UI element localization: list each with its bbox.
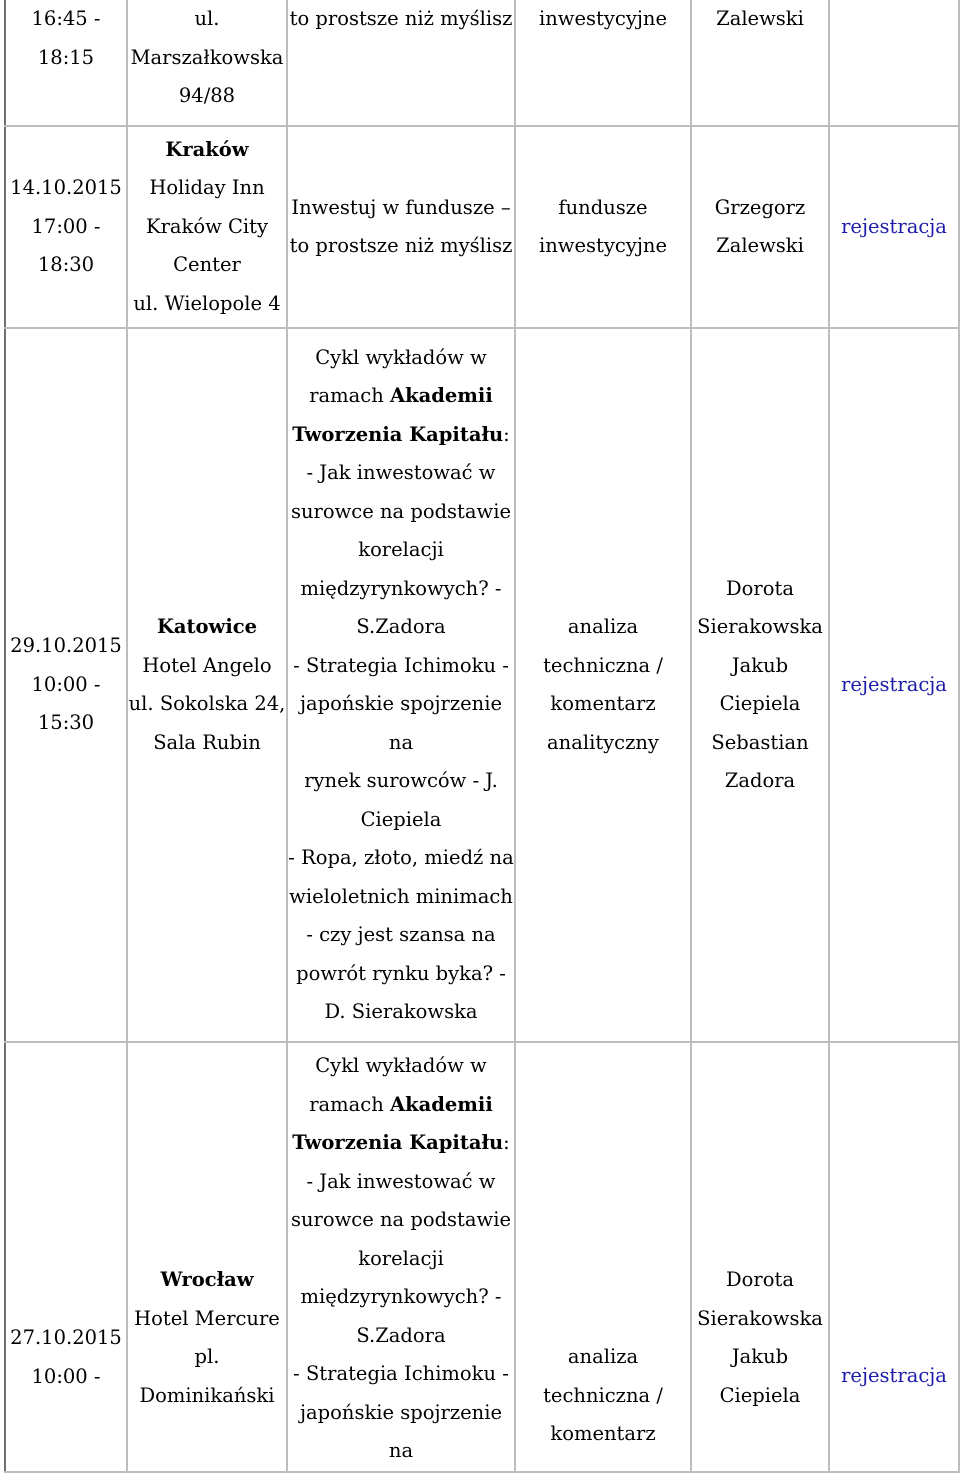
category-cell — [515, 328, 691, 1042]
category-cell — [515, 0, 691, 126]
category-line: komentarz — [550, 1422, 656, 1445]
place-line: Hotel Angelo — [142, 653, 272, 677]
category-line: techniczna / — [543, 653, 663, 677]
table-row — [5, 1042, 959, 1472]
table-row — [5, 126, 959, 328]
title-line: - czy jest szansa na — [306, 923, 496, 946]
academy-name-a: Akademii — [389, 384, 493, 407]
speaker-line: Dorota — [726, 576, 794, 600]
place-line: pl. — [194, 1345, 220, 1368]
place-cell — [127, 0, 287, 126]
title-line: D. Sierakowska — [324, 1000, 478, 1023]
date-cell — [5, 328, 127, 1042]
speaker-line: Zalewski — [716, 234, 804, 257]
title-intro-text: ramach — [309, 384, 390, 407]
events-table — [4, 0, 960, 1473]
speaker-line: Jakub — [731, 1345, 789, 1368]
category-line: inwestycyjne — [539, 7, 667, 30]
time-line: 15:30 — [37, 711, 95, 735]
speaker-line: Dorota — [726, 1268, 794, 1291]
title-line: korelacji — [358, 538, 444, 561]
category-line: komentarz — [550, 692, 656, 715]
category-line: analiza — [567, 1345, 639, 1368]
date-cell — [5, 1042, 127, 1472]
category-line: fundusze — [558, 195, 648, 219]
speaker-cell — [691, 328, 829, 1042]
title-intro-text: ramach — [309, 1092, 390, 1116]
speaker-line: Grzegorz — [714, 195, 806, 219]
academy-name-b: Tworzenia Kapitału — [292, 1131, 504, 1154]
time-line: 10:00 - — [31, 672, 101, 696]
title-intro-line: Cykl wykładów w — [315, 1054, 487, 1077]
title-line: S.Zadora — [356, 1323, 446, 1347]
title-line: międzyrynkowych? - — [300, 576, 502, 600]
registration-link[interactable]: rejestracja — [841, 672, 947, 696]
registration-link[interactable]: rejestracja — [841, 214, 947, 238]
title-cell — [287, 126, 515, 328]
speaker-line: Sebastian — [711, 730, 809, 754]
place-line: Center — [173, 253, 241, 277]
title-line: to prostsze niż myślisz — [289, 234, 513, 257]
title-line: korelacji — [358, 1246, 444, 1270]
title-colon: : — [503, 422, 510, 446]
time-line: 18:30 — [37, 253, 95, 277]
title-cell — [287, 0, 515, 126]
speaker-line: Zalewski — [716, 7, 804, 30]
speaker-line: Sierakowska — [697, 615, 823, 638]
table-row — [5, 328, 959, 1042]
title-line: - Strategia Ichimoku - — [293, 1362, 509, 1385]
title-line: - Ropa, złoto, miedź na — [288, 846, 514, 869]
place-line: ul. — [194, 7, 220, 30]
speaker-cell — [691, 126, 829, 328]
city-name: Wrocław — [160, 1268, 254, 1291]
title-line: Ciepiela — [360, 807, 442, 831]
title-cell — [287, 1042, 515, 1472]
place-line: Sala Rubin — [153, 730, 261, 754]
title-colon: : — [503, 1131, 510, 1154]
title-intro-line: Cykl wykładów w — [315, 345, 487, 369]
category-cell — [515, 126, 691, 328]
academy-name-b: Tworzenia Kapitału — [292, 422, 504, 446]
date-line: 29.10.2015 — [10, 634, 122, 658]
title-intro-line — [288, 1124, 514, 1163]
time-line: 10:00 - — [31, 1364, 101, 1388]
place-line: Holiday Inn — [149, 176, 265, 200]
registration-cell — [829, 126, 959, 328]
place-line: Kraków City — [146, 214, 268, 238]
speaker-line: Ciepiela — [719, 1383, 801, 1407]
place-line: Marszałkowska — [130, 45, 284, 69]
speaker-line: Jakub — [731, 653, 789, 677]
place-line: Dominikański — [139, 1383, 275, 1407]
title-line: surowce na podstawie — [290, 1208, 511, 1231]
city-name: Katowice — [156, 615, 258, 638]
category-line: inwestycyjne — [539, 234, 667, 257]
registration-cell — [829, 328, 959, 1042]
title-line: powrót rynku byka? - — [296, 961, 506, 985]
place-cell — [127, 1042, 287, 1472]
place-line: ul. Sokolska 24, — [128, 692, 286, 715]
speaker-line: Zadora — [724, 769, 796, 792]
place-cell — [127, 328, 287, 1042]
title-line: japońskie spojrzenie na — [300, 1400, 502, 1462]
title-line: Inwestuj w fundusze – — [291, 195, 511, 219]
title-line: wieloletnich minimach — [289, 884, 513, 908]
registration-cell — [829, 1042, 959, 1472]
place-cell — [127, 126, 287, 328]
date-line: 14.10.2015 — [10, 176, 122, 200]
category-cell — [515, 1042, 691, 1472]
date-cell — [5, 0, 127, 126]
date-line: 27.10.2015 — [10, 1326, 122, 1349]
date-line: 16:45 - — [31, 7, 101, 30]
date-cell — [5, 126, 127, 328]
registration-cell — [829, 0, 959, 126]
title-line: - Strategia Ichimoku - — [293, 653, 509, 677]
title-line: rynek surowców - J. — [304, 769, 498, 792]
title-line: - Jak inwestować w — [306, 461, 496, 484]
title-intro-line — [288, 377, 514, 416]
title-line: japońskie spojrzenie na — [300, 692, 502, 754]
title-intro-line — [288, 1086, 514, 1125]
title-line: surowce na podstawie — [290, 499, 511, 523]
place-line: 94/88 — [178, 84, 236, 107]
speaker-cell — [691, 1042, 829, 1472]
place-line: Hotel Mercure — [134, 1306, 280, 1330]
title-cell — [287, 328, 515, 1042]
speaker-line: Sierakowska — [697, 1306, 823, 1330]
title-line: - Jak inwestować w — [306, 1169, 496, 1193]
speaker-cell — [691, 0, 829, 126]
title-intro-line — [288, 416, 514, 455]
title-line: międzyrynkowych? - — [300, 1285, 502, 1308]
place-line: ul. Wielopole 4 — [133, 291, 281, 315]
date-line: 18:15 — [37, 45, 95, 69]
speaker-line: Ciepiela — [719, 692, 801, 715]
title-line: to prostsze niż myślisz — [289, 7, 513, 30]
table-row — [5, 0, 959, 126]
time-line: 17:00 - — [31, 214, 101, 238]
category-line: analityczny — [547, 730, 659, 754]
city-name: Kraków — [165, 137, 249, 161]
registration-link[interactable]: rejestracja — [841, 1364, 947, 1387]
category-line: analiza — [567, 615, 639, 638]
academy-name-a: Akademii — [389, 1092, 493, 1116]
title-line: S.Zadora — [356, 615, 446, 638]
category-line: techniczna / — [543, 1383, 663, 1407]
